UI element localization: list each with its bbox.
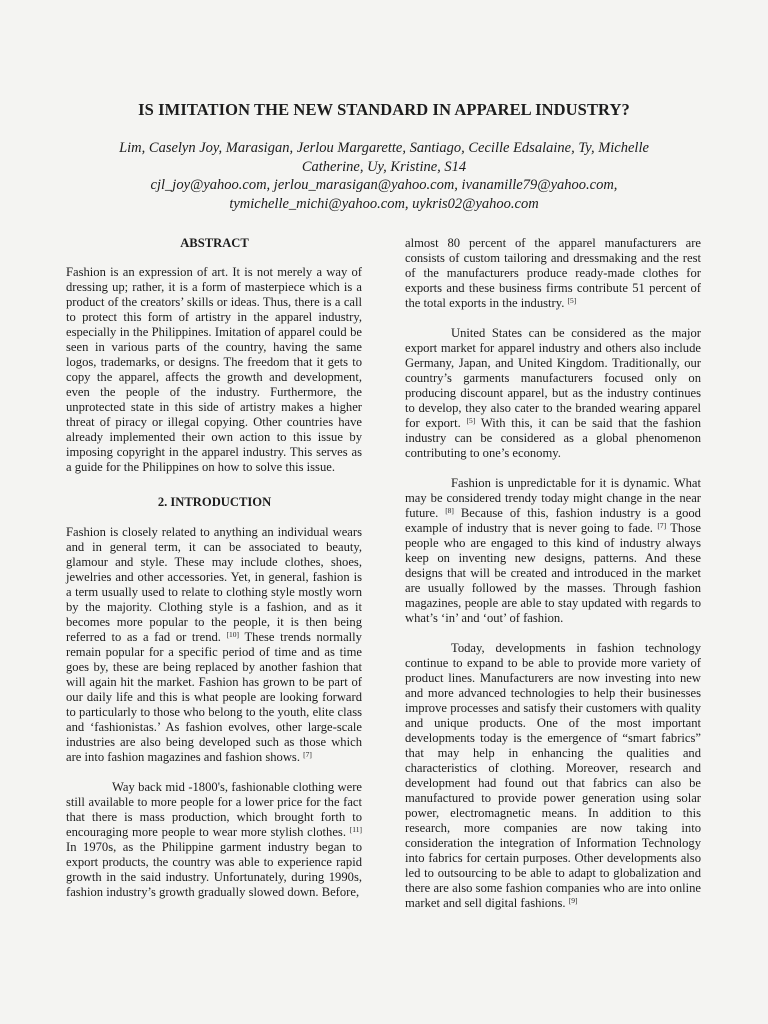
- right-p2-text-a: United States can be considered as the major export market for apparel industry and others also include Germany, Japan, and United Kingdom. Traditionally, our country’s garments manufacturers focused only on producing discount apparel, but as the industry continues to develop, they also cater to the branded wearing apparel for export.: [405, 326, 701, 430]
- abstract-heading: ABSTRACT: [180, 236, 249, 250]
- citation-ref: [10]: [226, 630, 240, 639]
- right-p1-text-a: almost 80 percent of the apparel manufacturers are consists of custom tailoring and dressmaking and the rest of the manufacturers produce ready-made clothes for exports and these business firms contribute 51 percent of the total exports in the industry.: [405, 236, 701, 310]
- citation-ref: [9]: [568, 896, 578, 905]
- right-p4-text-a: Today, developments in fashion technology continue to expand to be able to provide more variety of product lines. Manufacturers are now investing into new and more advanced technologies to help their businesses improve processes and satisfy their customers with quality and unique products. One of the most important developments today is the emergence of “smart fabrics” that may help in enhancing the qualities and characteristics of clothing. Moreover, research and development had found out that fabrics can also be manufactured to provide power generation using solar power, electromagnetic means. In addition to this research, more companies are now taking into consideration the integration of Information Technology into fabrics for certain purposes. Other developments also led to outsourcing to be able to adapt to globalization and there are also some fashion companies who are into online market and sell digital fashions.: [405, 641, 701, 910]
- intro-p2-text-b: In 1970s, as the Philippine garment industry began to export products, the country was able to experience rapid growth in the said industry. Unfortunately, during 1990s, fashion industry’s growth gradually slowed down. Before,: [66, 840, 362, 899]
- intro-paragraph-1: [66, 525, 362, 765]
- intro-paragraph-2: [66, 780, 362, 900]
- author-emails-line-2: tymichelle_michi@yahoo.com, uykris02@yahoo.com: [229, 195, 539, 212]
- citation-ref: [7]: [657, 521, 667, 530]
- left-column: [66, 236, 362, 900]
- right-p3-text-c: Those people who are engaged to this kind of industry always keep on inventing new designs, patterns. And these designs that will be created and introduced in the market are usually followed by the masses. Through fashion magazines, people are able to stay updated with regards to what’s ‘in’ and ‘out’ of fashion.: [405, 521, 702, 625]
- right-paragraph-4: [405, 641, 701, 911]
- right-p2-text-b: With this, it can be said that the fashion industry can be considered as a global phenomenon contributing to one’s economy.: [405, 416, 702, 460]
- author-block: [86, 139, 682, 213]
- intro-p1-text-a: Fashion is closely related to anything an individual wears and in general term, it can be associated to beauty, glamour and style. These may include clothes, shoes, jewelries and other accessories. Yet, in general, fashion is a term usually used to relate to clothing style mostly worn by the majority. Clothing style is a fashion, and as it becomes more popular to the people, it is then being referred to as a fad or trend.: [66, 525, 362, 644]
- right-column: [405, 236, 701, 911]
- author-emails-line-1: cjl_joy@yahoo.com, jerlou_marasigan@yahoo.com, ivanamille79@yahoo.com,: [150, 177, 618, 193]
- citation-ref: [11]: [349, 825, 362, 834]
- right-p3-text-a: Fashion is unpredictable for it is dynamic. What may be considered trendy today might change in the near future.: [405, 476, 701, 520]
- citation-ref: [5]: [466, 416, 476, 425]
- citation-ref: [8]: [445, 506, 454, 515]
- right-paragraph-3: [405, 476, 701, 626]
- introduction-heading: 2. INTRODUCTION: [157, 495, 272, 509]
- citation-ref: [5]: [567, 296, 577, 305]
- right-p3-text-b: Because of this, fashion industry is a good example of industry that is never going to fade.: [405, 506, 701, 535]
- abstract-paragraph: Fashion is an expression of art. It is not merely a way of dressing up; rather, it is a form of masterpiece which is a product of the creators’ skills or ideas. Thus, there is a call to protect this form of artistry in the apparel industry, especially in the Philippines. Imitation of apparel could be seen in various parts of the country, having the same logos, trademarks, or designs. The freedom that it gets to copy the apparel, affects the growth and development, even the people of the industry. Furthermore, the unprotected state in this side of artistry makes a higher threat of piracy or illegal copying. Other countries have already implemented their own action to this issue by imposing copyright in the apparel industry. This serves as a guide for the Philippines on how to solve this issue.: [66, 265, 362, 474]
- author-names-line-2: Catherine, Uy, Kristine, S14: [301, 158, 467, 175]
- paper-title: IS IMITATION THE NEW STANDARD IN APPAREL INDUSTRY?: [138, 100, 630, 119]
- citation-ref: [7]: [303, 750, 312, 759]
- right-paragraph-2: [405, 326, 701, 461]
- right-paragraph-1: [405, 236, 701, 311]
- intro-p2-text-a: Way back mid -1800's, fashionable clothing were still available to more people for a lower price for the fact that there is mass production, which brought forth to encouraging more people to wear more stylish clothes.: [66, 780, 362, 839]
- intro-p1-text-b: These trends normally remain popular for a specific period of time and as time goes by, these are being replaced by another fashion that will again hit the market. Fashion has grown to be part of our daily life and this is what people are looking forward to particularly to those who belong to the youth, elite class and ‘fashionistas.’ As fashion evolves, other large-scale industries are also being developed such as those which are into fashion magazines and fashion shows.: [66, 630, 362, 764]
- author-names-line-1: Lim, Caselyn Joy, Marasigan, Jerlou Margarette, Santiago, Cecille Edsalaine, Ty, Michelle: [119, 140, 649, 156]
